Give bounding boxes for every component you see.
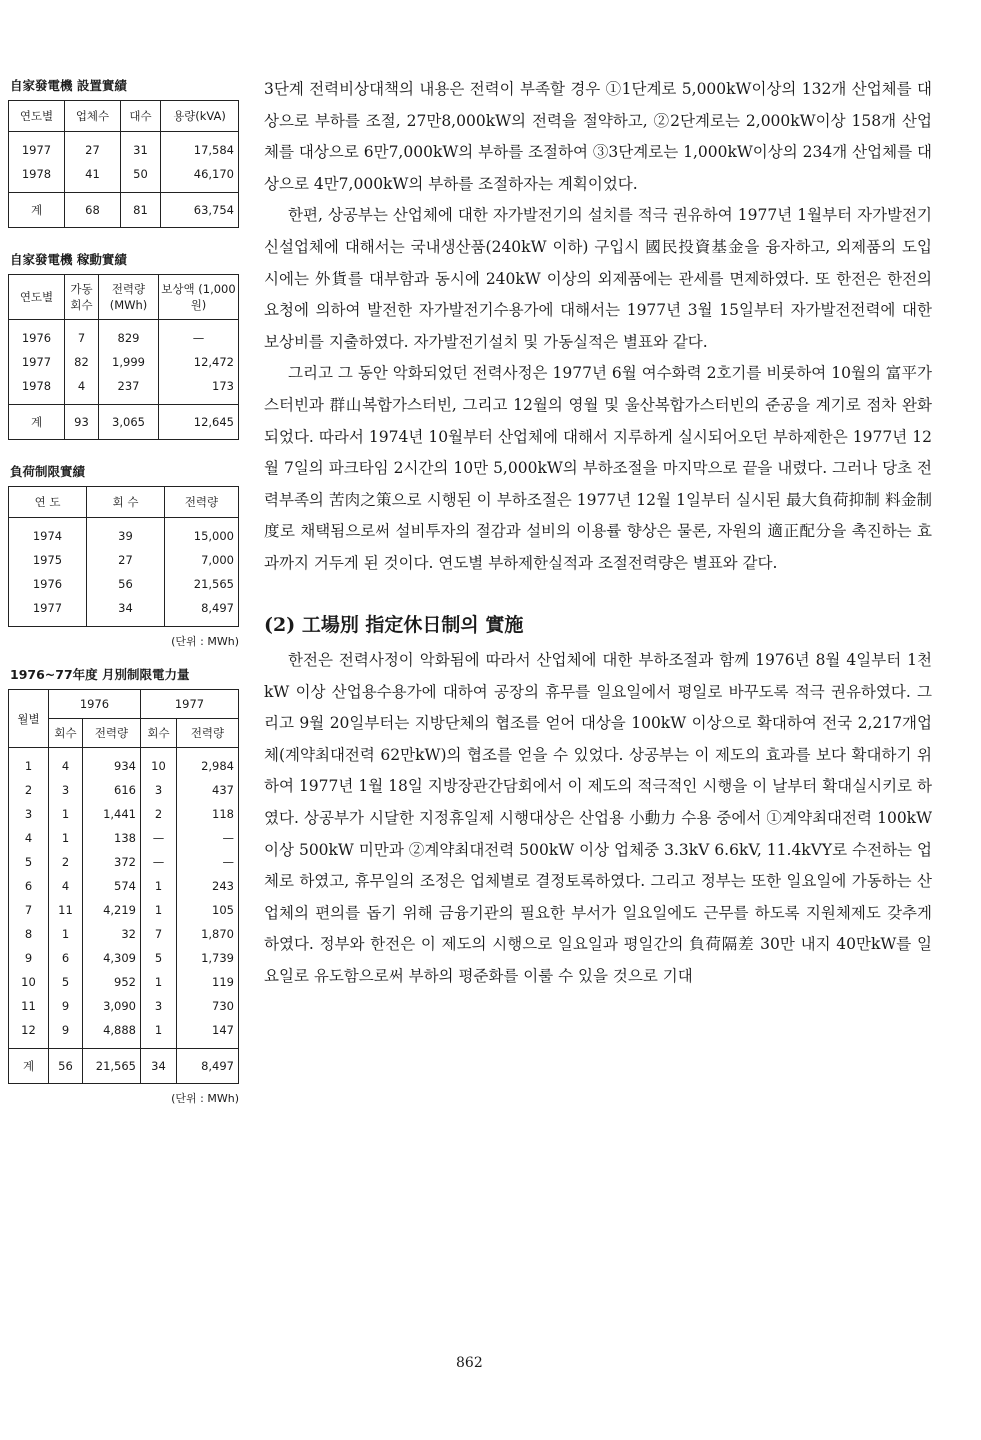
table-total-row — [9, 1049, 239, 1084]
cell: 616 — [83, 778, 141, 802]
cell: 15,000 — [165, 518, 239, 549]
cell: 118 — [177, 802, 239, 826]
table3-unit: (단위 : MWh) — [171, 635, 239, 648]
cell: 3 — [141, 778, 177, 802]
cell: 6 — [49, 946, 83, 970]
paragraph: 한편, 상공부는 산업체에 대한 자가발전기의 설치를 적극 권유하여 1977년 1월부터 자가발전기 신설업체에 대해서는 국내생산품(240kW 이하) 구입시 國民投資基金을 융자하고, 외제품의 도입시에는 外貨를 대부함과 동시에 240kW 이상의 외제품에는 관세를 면제하였다. 또 한전은 한전의 요청에 의하여 발전한 자가발전기수용가에 대해서는 1977년 3월 15일부터 자가발전전력에 대한 보상비를 지출하였다. 자가발전기설치 및 가동실적은 별표와 같다. — [264, 206, 932, 351]
cell: 46,170 — [161, 162, 239, 193]
paragraph: 그리고 그 동안 악화되었던 전력사정은 1977년 6월 여수화력 2호기를 비롯하여 10월의 富平가스터빈과 群山복합가스터빈, 그리고 12월의 영월 및 울산복합가스터빈의 준공을 계기로 점차 완화되었다. 따라서 1974년 10월부터 산업체에 대해서 지루하게 실시되어오던 부하제한은 1977년 12월 7일의 파크타임 2시간의 10만 5,000kW의 부하조절을 마지막으로 끝을 내렸다. 그러나 당초 전력부족의 苦肉之策으로 시행된 이 부하조절은 1977년 12월 1일부터 실시된 最大負荷抑制 料金制度로 채택됨으로써 설비투자의 절감과 설비의 이용률 향상은 물론, 자원의 適正配分을 촉진하는 효과까지 거두게 된 것이다. 연도별 부하제한실적과 조절전력량은 별표와 같다. — [264, 364, 932, 572]
paragraph: 한전은 전력사정이 악화됨에 따라서 산업체에 대한 부하조절과 함께 1976년 8월 4일부터 1천kW 이상 산업용수용가에 대하여 공장의 휴무를 일요일에서 평일로 바꾸도록 적극 권유하였다. 그리고 9월 20일부터는 지방단체의 협조를 얻어 대상을 100kW 이상으로 확대하여 전국 2,217개업체(계약최대전력 62만kW)의 협조를 얻을 수 있었다. 상공부는 이 제도의 효과를 보다 확대하기 위하여 1977년 1월 18일 지방장관간담회에서 이 제도의 적극적인 시행을 이 날부터 확대실시키로 하였다. 상공부가 시달한 지정휴일제 시행대상은 산업용 小動力 수용 중에서 ①계약최대전력 100kW 이상 500kW 미만과 ②계약최대전력 500kW 이상 업체중 3.3kV 6.6kV, 11.4kVY로 수전하는 업체로 하였고, 휴무일의 조정은 업체별로 결정토록하였다. 그리고 정부는 또한 일요일에 가동하는 산업체의 편의를 돕기 위해 금융기관의 필요한 부서가 일요일에도 근무를 하도록 지원체제도 갖추게 하였다. 정부와 한전은 이 제도의 시행으로 일요일과 평일간의 負荷隔差 30만 내지 40만kW를 일요일로 유도함으로써 부하의 평준화를 이룰 수 있을 것으로 기대 — [264, 651, 932, 986]
table-row — [9, 572, 239, 596]
cell: 21,565 — [83, 1049, 141, 1084]
cell: 4,888 — [83, 1018, 141, 1049]
table-load-limit — [8, 486, 239, 627]
cell: — — [141, 850, 177, 874]
cell: 5 — [49, 970, 83, 994]
cell: 372 — [83, 850, 141, 874]
cell: 9 — [49, 1018, 83, 1049]
cell: 41 — [65, 162, 121, 193]
cell: 4 — [65, 374, 99, 405]
cell: 574 — [83, 874, 141, 898]
cell: 173 — [159, 374, 239, 405]
table-row — [9, 946, 239, 970]
cell: 5 — [141, 946, 177, 970]
cell: 1 — [49, 802, 83, 826]
table-row — [9, 994, 239, 1018]
cell: 730 — [177, 994, 239, 1018]
cell: 63,754 — [161, 193, 239, 228]
table-total-row — [9, 193, 239, 228]
cell: 243 — [177, 874, 239, 898]
cell: 3,065 — [99, 405, 159, 440]
table-total-row — [9, 405, 239, 440]
cell: 2,984 — [177, 748, 239, 779]
table-row — [9, 922, 239, 946]
cell: 829 — [99, 320, 159, 351]
table-row — [9, 850, 239, 874]
cell: 1,441 — [83, 802, 141, 826]
cell: 4,219 — [83, 898, 141, 922]
cell: 1 — [49, 826, 83, 850]
cell: 2 — [49, 850, 83, 874]
cell: 82 — [65, 350, 99, 374]
cell: 8,497 — [165, 596, 239, 627]
table-row — [9, 132, 239, 163]
cell: 50 — [121, 162, 161, 193]
col-header: 대수 — [121, 101, 161, 132]
cell: 10 — [141, 748, 177, 779]
cell: 7 — [65, 320, 99, 351]
cell: 56 — [49, 1049, 83, 1084]
cell: 1 — [141, 898, 177, 922]
table-generator-operation — [8, 274, 239, 440]
cell: — — [159, 320, 239, 351]
cell: 계 — [9, 193, 65, 228]
table3-title: 負荷制限實績 — [10, 464, 86, 479]
col-header: 전력량 — [165, 487, 239, 518]
cell: 8 — [9, 922, 49, 946]
cell: 4,309 — [83, 946, 141, 970]
cell: 93 — [65, 405, 99, 440]
table-row — [9, 374, 239, 405]
col-header: 전력량 (MWh) — [99, 275, 159, 320]
col-header: 연도별 — [9, 275, 65, 320]
cell: 105 — [177, 898, 239, 922]
table-row — [9, 970, 239, 994]
cell: — — [177, 850, 239, 874]
cell: 1,870 — [177, 922, 239, 946]
section-heading: (2) 工場別 指定休日制의 實施 — [264, 613, 524, 636]
col-header: 보상액 (1,000원) — [159, 275, 239, 320]
cell: 6 — [9, 874, 49, 898]
cell: 11 — [9, 994, 49, 1018]
cell: 1975 — [9, 548, 87, 572]
cell: 7 — [141, 922, 177, 946]
table-row — [9, 350, 239, 374]
cell: 934 — [83, 748, 141, 779]
cell: 2 — [141, 802, 177, 826]
cell: 21,565 — [165, 572, 239, 596]
cell: 138 — [83, 826, 141, 850]
cell: 9 — [9, 946, 49, 970]
cell: 1978 — [9, 374, 65, 405]
cell: 34 — [141, 1049, 177, 1084]
table-row — [9, 1018, 239, 1049]
table-row — [9, 826, 239, 850]
table-row — [9, 898, 239, 922]
col-header: 회 수 — [87, 487, 165, 518]
cell: 12,472 — [159, 350, 239, 374]
col-header: 전력량 — [177, 719, 239, 748]
col-header: 회수 — [141, 719, 177, 748]
cell: 81 — [121, 193, 161, 228]
cell: 3 — [49, 778, 83, 802]
cell: — — [141, 826, 177, 850]
table-row — [9, 874, 239, 898]
cell: 3,090 — [83, 994, 141, 1018]
paragraph: 3단계 전력비상대책의 내용은 전력이 부족할 경우 ①1단계로 5,000kW이상의 132개 산업체를 대상으로 부하를 조절, 27만8,000kW의 전력을 절약하고, ②2단계로는 2,000kW이상 158개 산업체를 대상으로 6만7,000kW의 부하를 조절하여 ③3단계로는 1,000kW이상의 234개 산업체를 대상으로 4만7,000kW의 부하를 조절하자는 계획이었다. — [264, 80, 932, 193]
cell: 3 — [141, 994, 177, 1018]
cell: — — [177, 826, 239, 850]
cell: 1976 — [9, 320, 65, 351]
col-header: 용량(kVA) — [161, 101, 239, 132]
cell: 9 — [49, 994, 83, 1018]
cell: 8,497 — [177, 1049, 239, 1084]
cell: 1 — [141, 970, 177, 994]
cell: 1 — [141, 1018, 177, 1049]
table-header-row — [9, 487, 239, 518]
table4-title: 1976~77年度 月別制限電力量 — [10, 667, 190, 682]
col-header: 1976 — [49, 690, 141, 719]
table4-unit: (단위 : MWh) — [171, 1092, 239, 1105]
cell: 계 — [9, 405, 65, 440]
cell: 17,584 — [161, 132, 239, 163]
cell: 27 — [87, 548, 165, 572]
cell: 1977 — [9, 596, 87, 627]
col-header: 업체수 — [65, 101, 121, 132]
table-row — [9, 518, 239, 549]
cell: 952 — [83, 970, 141, 994]
table-row — [9, 320, 239, 351]
cell: 32 — [83, 922, 141, 946]
table-row — [9, 778, 239, 802]
col-header: 가동 회수 — [65, 275, 99, 320]
table-generator-installation — [8, 100, 239, 228]
cell: 4 — [49, 874, 83, 898]
cell: 1 — [49, 922, 83, 946]
cell: 27 — [65, 132, 121, 163]
cell: 12 — [9, 1018, 49, 1049]
table-row — [9, 802, 239, 826]
cell: 1974 — [9, 518, 87, 549]
table-header-row — [9, 101, 239, 132]
cell: 68 — [65, 193, 121, 228]
cell: 119 — [177, 970, 239, 994]
table2-title: 自家發電機 稼動實績 — [10, 252, 127, 267]
cell: 7 — [9, 898, 49, 922]
col-header: 월별 — [9, 690, 49, 748]
table-row — [9, 162, 239, 193]
cell: 7,000 — [165, 548, 239, 572]
cell: 1,739 — [177, 946, 239, 970]
cell: 10 — [9, 970, 49, 994]
cell: 1977 — [9, 350, 65, 374]
table-row — [9, 748, 239, 779]
cell: 1 — [141, 874, 177, 898]
cell: 437 — [177, 778, 239, 802]
cell: 56 — [87, 572, 165, 596]
col-header: 전력량 — [83, 719, 141, 748]
table-row — [9, 548, 239, 572]
main-text — [264, 74, 932, 993]
cell: 1978 — [9, 162, 65, 193]
table-row — [9, 596, 239, 627]
cell: 12,645 — [159, 405, 239, 440]
cell: 5 — [9, 850, 49, 874]
table-monthly-limit — [8, 689, 239, 1084]
cell: 34 — [87, 596, 165, 627]
cell: 4 — [9, 826, 49, 850]
col-header: 연 도 — [9, 487, 87, 518]
cell: 237 — [99, 374, 159, 405]
cell: 1,999 — [99, 350, 159, 374]
cell: 1 — [9, 748, 49, 779]
cell: 31 — [121, 132, 161, 163]
table-header-row — [9, 690, 239, 719]
cell: 147 — [177, 1018, 239, 1049]
table1-title: 自家發電機 設置實績 — [10, 78, 127, 93]
cell: 39 — [87, 518, 165, 549]
cell: 1976 — [9, 572, 87, 596]
table-header-row — [9, 275, 239, 320]
col-header: 회수 — [49, 719, 83, 748]
col-header: 1977 — [141, 690, 239, 719]
cell: 계 — [9, 1049, 49, 1084]
sidebar-tables — [8, 76, 244, 1106]
cell: 3 — [9, 802, 49, 826]
cell: 11 — [49, 898, 83, 922]
cell: 4 — [49, 748, 83, 779]
col-header: 연도별 — [9, 101, 65, 132]
page-number: 862 — [456, 1355, 483, 1371]
cell: 2 — [9, 778, 49, 802]
cell: 1977 — [9, 132, 65, 163]
